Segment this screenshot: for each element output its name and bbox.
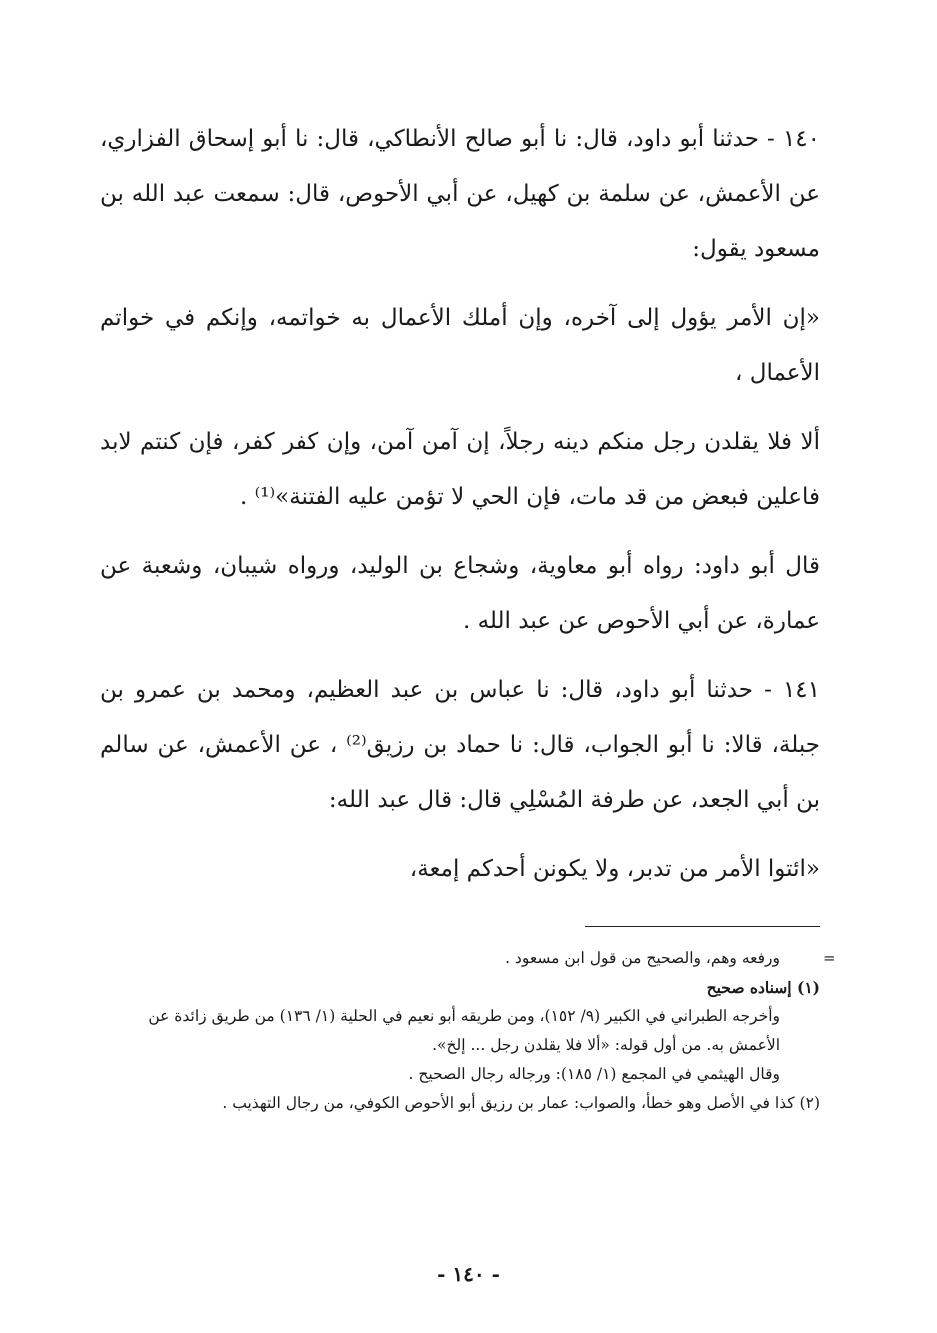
hadith-141-text: «ائتوا الأمر من تدبر، ولا يكونن أحدكم إمعة،: [409, 856, 820, 882]
hadith-140-text-part2: ألا فلا يقلدن رجل منكم دينه رجلاً، إن آمن آمن، وإن كفر كفر، فإن كنتم لابد فاعلين فبعض من قد مات، فإن الحي لا تؤمن عليه الفتنة»⁽¹⁾ .: [100, 429, 820, 510]
abu-dawud-comment: قال أبو داود: رواه أبو معاوية، وشجاع بن الوليد، ورواه شيبان، وشعبة عن عمارة، عن أبي الأحوص عن عبد الله .: [100, 553, 820, 634]
footnotes: [105, 944, 820, 1118]
footnote-2: (٢) كذا في الأصل وهو خطأ، والصواب: عمار بن رزيق أبو الأحوص الكوفي، من رجال التهذيب .: [222, 1094, 820, 1112]
footnote-continuation: ورفعه وهم، والصحيح من قول ابن مسعود .: [505, 949, 780, 967]
hadith-141-chain: ١٤١ - حدثنا أبو داود، قال: نا عباس بن عبد العظيم، ومحمد بن عمرو بن جبلة، قالا: نا أبو الجواب، قال: نا حماد بن رزيق⁽²⁾ ، عن الأعمش، عن سالم بن أبي الجعد، عن طرفة المُسْلِي قال: قال عبد الله:: [100, 677, 820, 813]
main-text: [100, 112, 820, 911]
footnote-separator: [585, 926, 820, 927]
footnote-1-text: وأخرجه الطبراني في الكبير (٩/ ١٥٢)، ومن طريقه أبو نعيم في الحلية (١/ ١٣٦) من طريق زائدة عن الأعمش به. من أول قوله: «ألا فلا يقلدن رجل ... إلخ».: [148, 1007, 780, 1054]
hadith-140-chain: ١٤٠ - حدثنا أبو داود، قال: نا أبو صالح الأنطاكي، قال: نا أبو إسحاق الفزاري، عن الأعمش، عن سلمة بن كهيل، عن أبي الأحوص، قال: سمعت عبد الله بن مسعود يقول:: [100, 126, 820, 262]
footnote-1-heading: (١) إسناده صحيح: [706, 978, 820, 997]
footnote-1-text-2: وقال الهيثمي في المجمع (١/ ١٨٥): ورجاله رجال الصحيح .: [408, 1065, 780, 1083]
hadith-140-text-part1: «إن الأمر يؤول إلى آخره، وإن أملك الأعمال به خواتمه، وإنكم في خواتم الأعمال ،: [100, 305, 820, 386]
footnote-continuation-marker: =: [823, 949, 836, 967]
page-number: - ١٤٠ -: [437, 1262, 500, 1286]
